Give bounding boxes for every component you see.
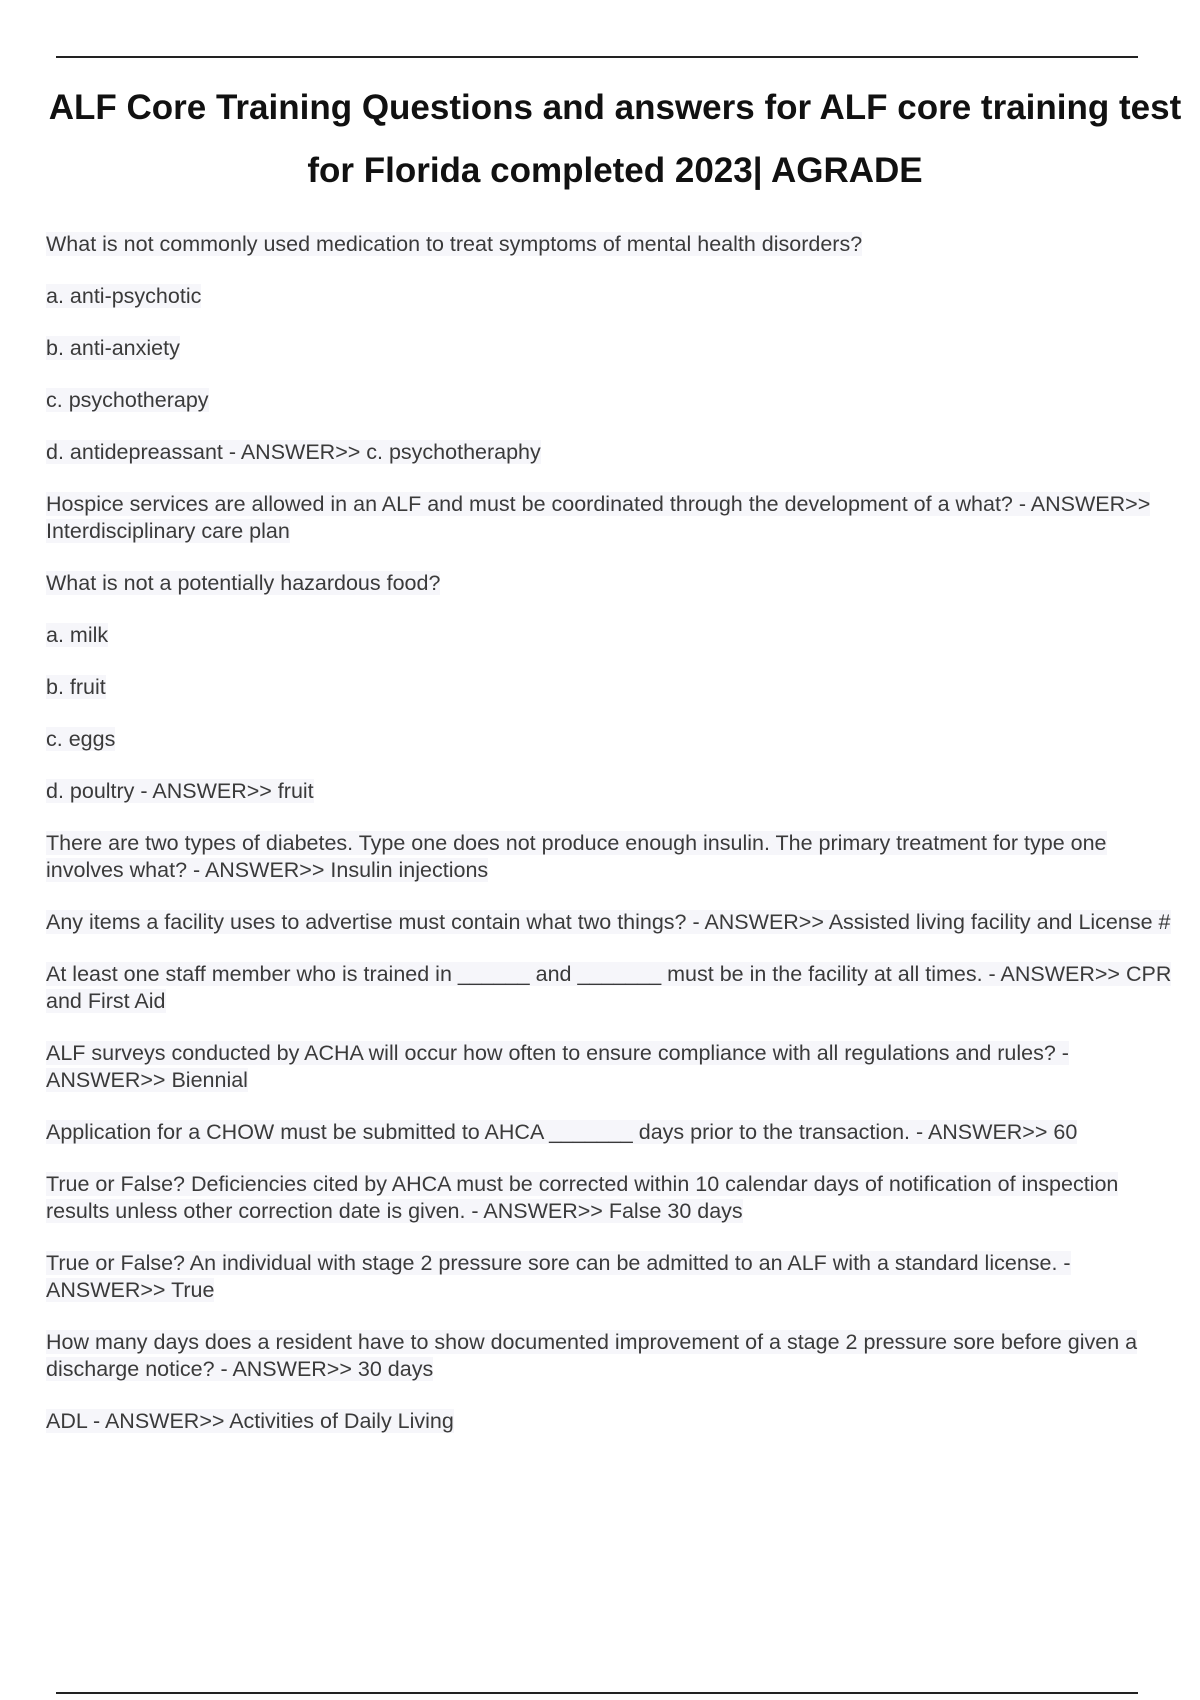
- qa-item: [46, 961, 1176, 1015]
- qa-item: [46, 1329, 1176, 1383]
- qa-list: [46, 231, 1176, 1460]
- qa-item: [46, 622, 1176, 649]
- qa-item-text: b. fruit: [46, 675, 106, 699]
- qa-item: [46, 674, 1176, 701]
- qa-item-text: a. anti-psychotic: [46, 284, 202, 308]
- qa-item: [46, 1250, 1176, 1304]
- qa-item: [46, 830, 1176, 884]
- qa-item: [46, 909, 1176, 936]
- qa-item: [46, 778, 1176, 805]
- qa-item: [46, 726, 1176, 753]
- qa-item: [46, 439, 1176, 466]
- qa-item-text: At least one staff member who is trained in ______ and _______ must be in the facility at all times. - ANSWER>> CPR and First Aid: [46, 962, 1172, 1013]
- qa-item: [46, 231, 1176, 258]
- qa-item: [46, 1408, 1176, 1435]
- qa-item: [46, 1040, 1176, 1094]
- header-rule: [56, 56, 1138, 58]
- qa-item-text: True or False? An individual with stage 2 pressure sore can be admitted to an ALF with a standard license. - ANSWER>> True: [46, 1251, 1071, 1302]
- qa-item-text: d. poultry - ANSWER>> fruit: [46, 779, 314, 803]
- qa-item: [46, 387, 1176, 414]
- qa-item: [46, 570, 1176, 597]
- qa-item: [46, 491, 1176, 545]
- qa-item-text: d. antidepreassant - ANSWER>> c. psychotheraphy: [46, 440, 541, 464]
- qa-item-text: There are two types of diabetes. Type one does not produce enough insulin. The primary treatment for type one involves what? - ANSWER>> Insulin injections: [46, 831, 1107, 882]
- qa-item-text: ADL - ANSWER>> Activities of Daily Living: [46, 1409, 454, 1433]
- qa-item: [46, 335, 1176, 362]
- qa-item: [46, 1171, 1176, 1225]
- qa-item-text: ALF surveys conducted by ACHA will occur how often to ensure compliance with all regulations and rules? - ANSWER>> Biennial: [46, 1041, 1069, 1092]
- qa-item-text: How many days does a resident have to show documented improvement of a stage 2 pressure sore before given a discharge notice? - ANSWER>> 30 days: [46, 1330, 1138, 1381]
- qa-item-text: What is not commonly used medication to treat symptoms of mental health disorders?: [46, 232, 863, 256]
- qa-item-text: Hospice services are allowed in an ALF and must be coordinated through the development of a what? - ANSWER>> Interdisciplinary care plan: [46, 492, 1151, 543]
- qa-item-text: True or False? Deficiencies cited by AHCA must be corrected within 10 calendar days of notification of inspection results unless other correction date is given. - ANSWER>> False 30 days: [46, 1172, 1119, 1223]
- qa-item-text: c. eggs: [46, 727, 116, 751]
- qa-item: [46, 283, 1176, 310]
- footer-rule: [56, 1692, 1138, 1694]
- qa-item-text: Application for a CHOW must be submitted to AHCA _______ days prior to the transaction. - ANSWER>> 60: [46, 1120, 1078, 1144]
- qa-item-text: b. anti-anxiety: [46, 336, 180, 360]
- document-title: ALF Core Training Questions and answers for ALF core training test for Florida completed 2023| AGRADE: [48, 88, 1182, 190]
- qa-item-text: c. psychotherapy: [46, 388, 209, 412]
- qa-item-text: a. milk: [46, 623, 109, 647]
- qa-item-text: Any items a facility uses to advertise must contain what two things? - ANSWER>> Assisted living facility and License #: [46, 910, 1171, 934]
- qa-item: [46, 1119, 1176, 1146]
- qa-item-text: What is not a potentially hazardous food?: [46, 571, 441, 595]
